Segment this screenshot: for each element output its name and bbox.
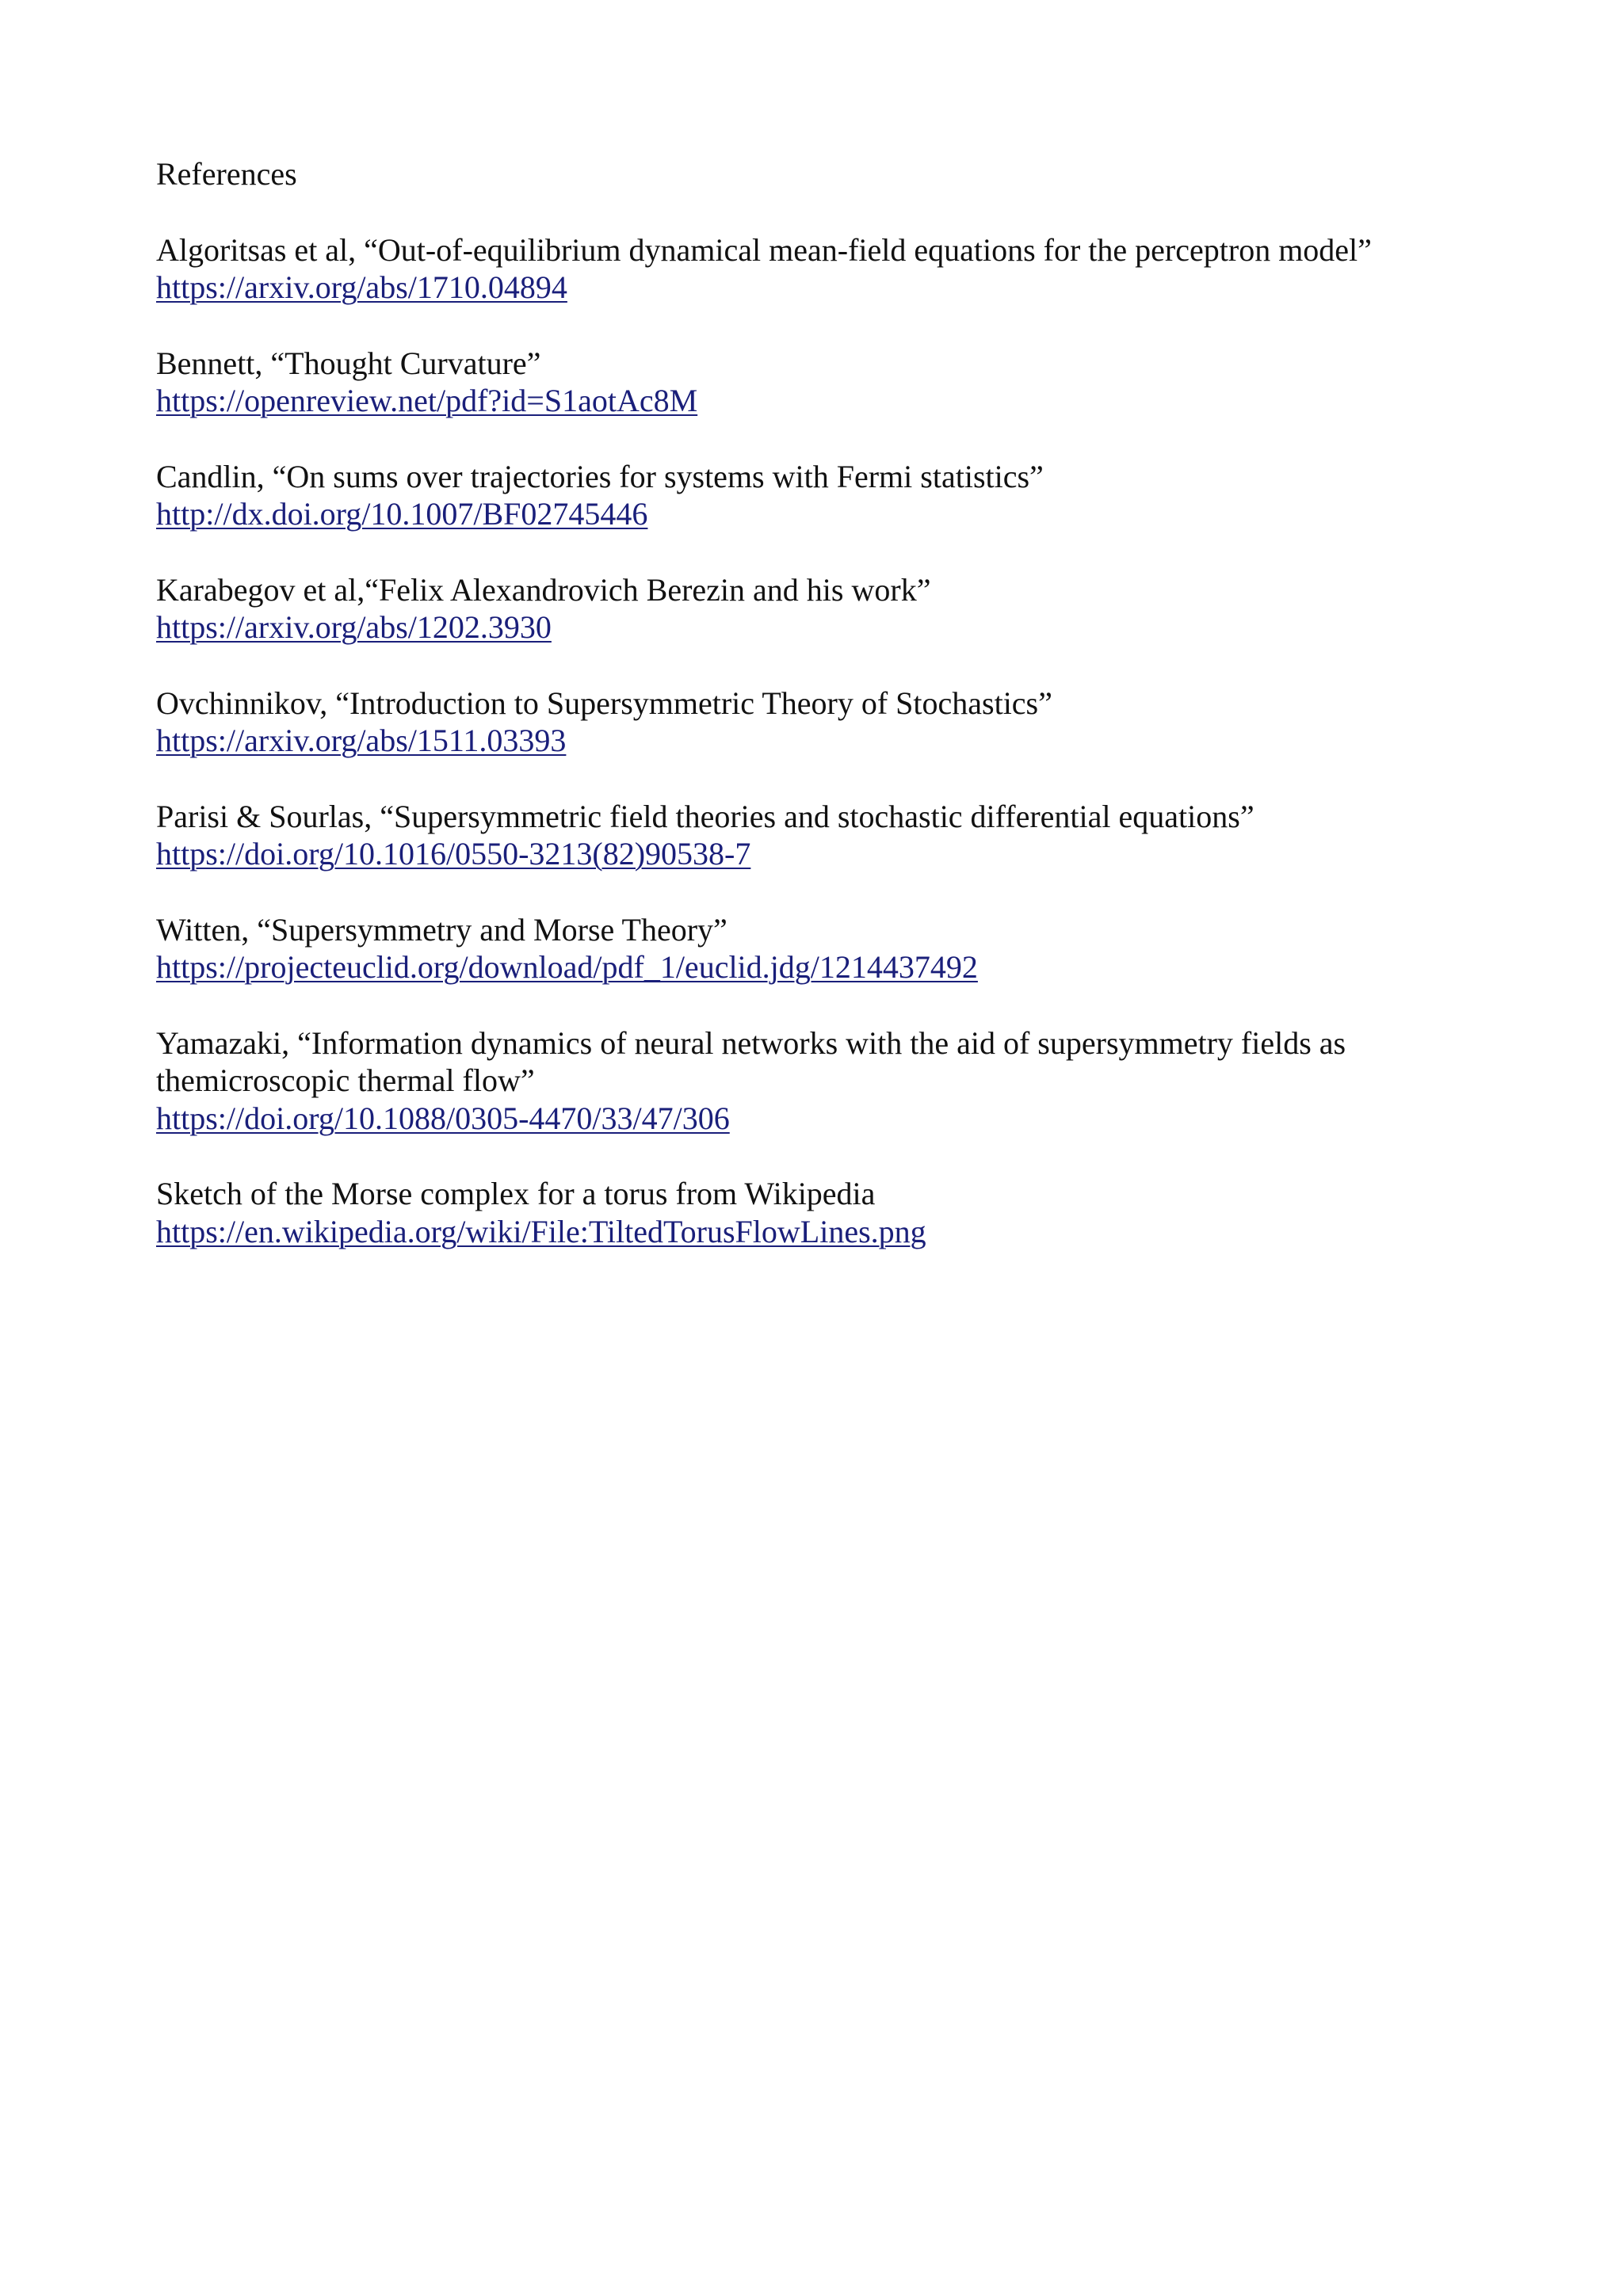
reference-item <box>156 1024 1472 1138</box>
reference-title: Sketch of the Morse complex for a torus from Wikipedia <box>156 1176 876 1211</box>
reference-item <box>156 911 1472 986</box>
reference-title: Yamazaki, “Information dynamics of neural networks with the aid of supersymmetry fields as themicroscopic thermal flow” <box>156 1024 1346 1098</box>
reference-item <box>156 685 1472 760</box>
reference-item <box>156 571 1472 646</box>
reference-title: Candlin, “On sums over trajectories for systems with Fermi statistics” <box>156 458 1044 494</box>
reference-link[interactable]: https://arxiv.org/abs/1202.3930 <box>156 609 552 645</box>
reference-item <box>156 231 1472 307</box>
reference-link[interactable]: https://projecteuclid.org/download/pdf_1/euclid.jdg/1214437492 <box>156 949 978 985</box>
reference-link[interactable]: http://dx.doi.org/10.1007/BF02745446 <box>156 496 648 532</box>
reference-item <box>156 345 1472 420</box>
reference-title: Karabegov et al,“Felix Alexandrovich Berezin and his work” <box>156 571 931 608</box>
reference-link[interactable]: https://doi.org/10.1088/0305-4470/33/47/306 <box>156 1100 730 1136</box>
references-heading: References <box>156 156 297 192</box>
reference-link[interactable]: https://arxiv.org/abs/1710.04894 <box>156 269 567 305</box>
reference-title: Parisi & Sourlas, “Supersymmetric field theories and stochastic differential equations” <box>156 798 1254 834</box>
references-section <box>156 155 1472 1288</box>
reference-title: Algoritsas et al, “Out-of-equilibrium dynamical mean-field equations for the perceptron model” <box>156 231 1372 268</box>
reference-title: Ovchinnikov, “Introduction to Supersymmetric Theory of Stochastics” <box>156 685 1052 721</box>
reference-link[interactable]: https://openreview.net/pdf?id=S1aotAc8M <box>156 383 698 418</box>
reference-item <box>156 798 1472 873</box>
reference-link[interactable]: https://doi.org/10.1016/0550-3213(82)90538-7 <box>156 836 751 871</box>
reference-link[interactable]: https://arxiv.org/abs/1511.03393 <box>156 723 567 758</box>
reference-item <box>156 1175 1472 1250</box>
reference-title: Bennett, “Thought Curvature” <box>156 345 541 381</box>
reference-item <box>156 458 1472 533</box>
reference-title: Witten, “Supersymmetry and Morse Theory” <box>156 911 727 948</box>
reference-link[interactable]: https://en.wikipedia.org/wiki/File:TiltedTorusFlowLines.png <box>156 1213 926 1249</box>
